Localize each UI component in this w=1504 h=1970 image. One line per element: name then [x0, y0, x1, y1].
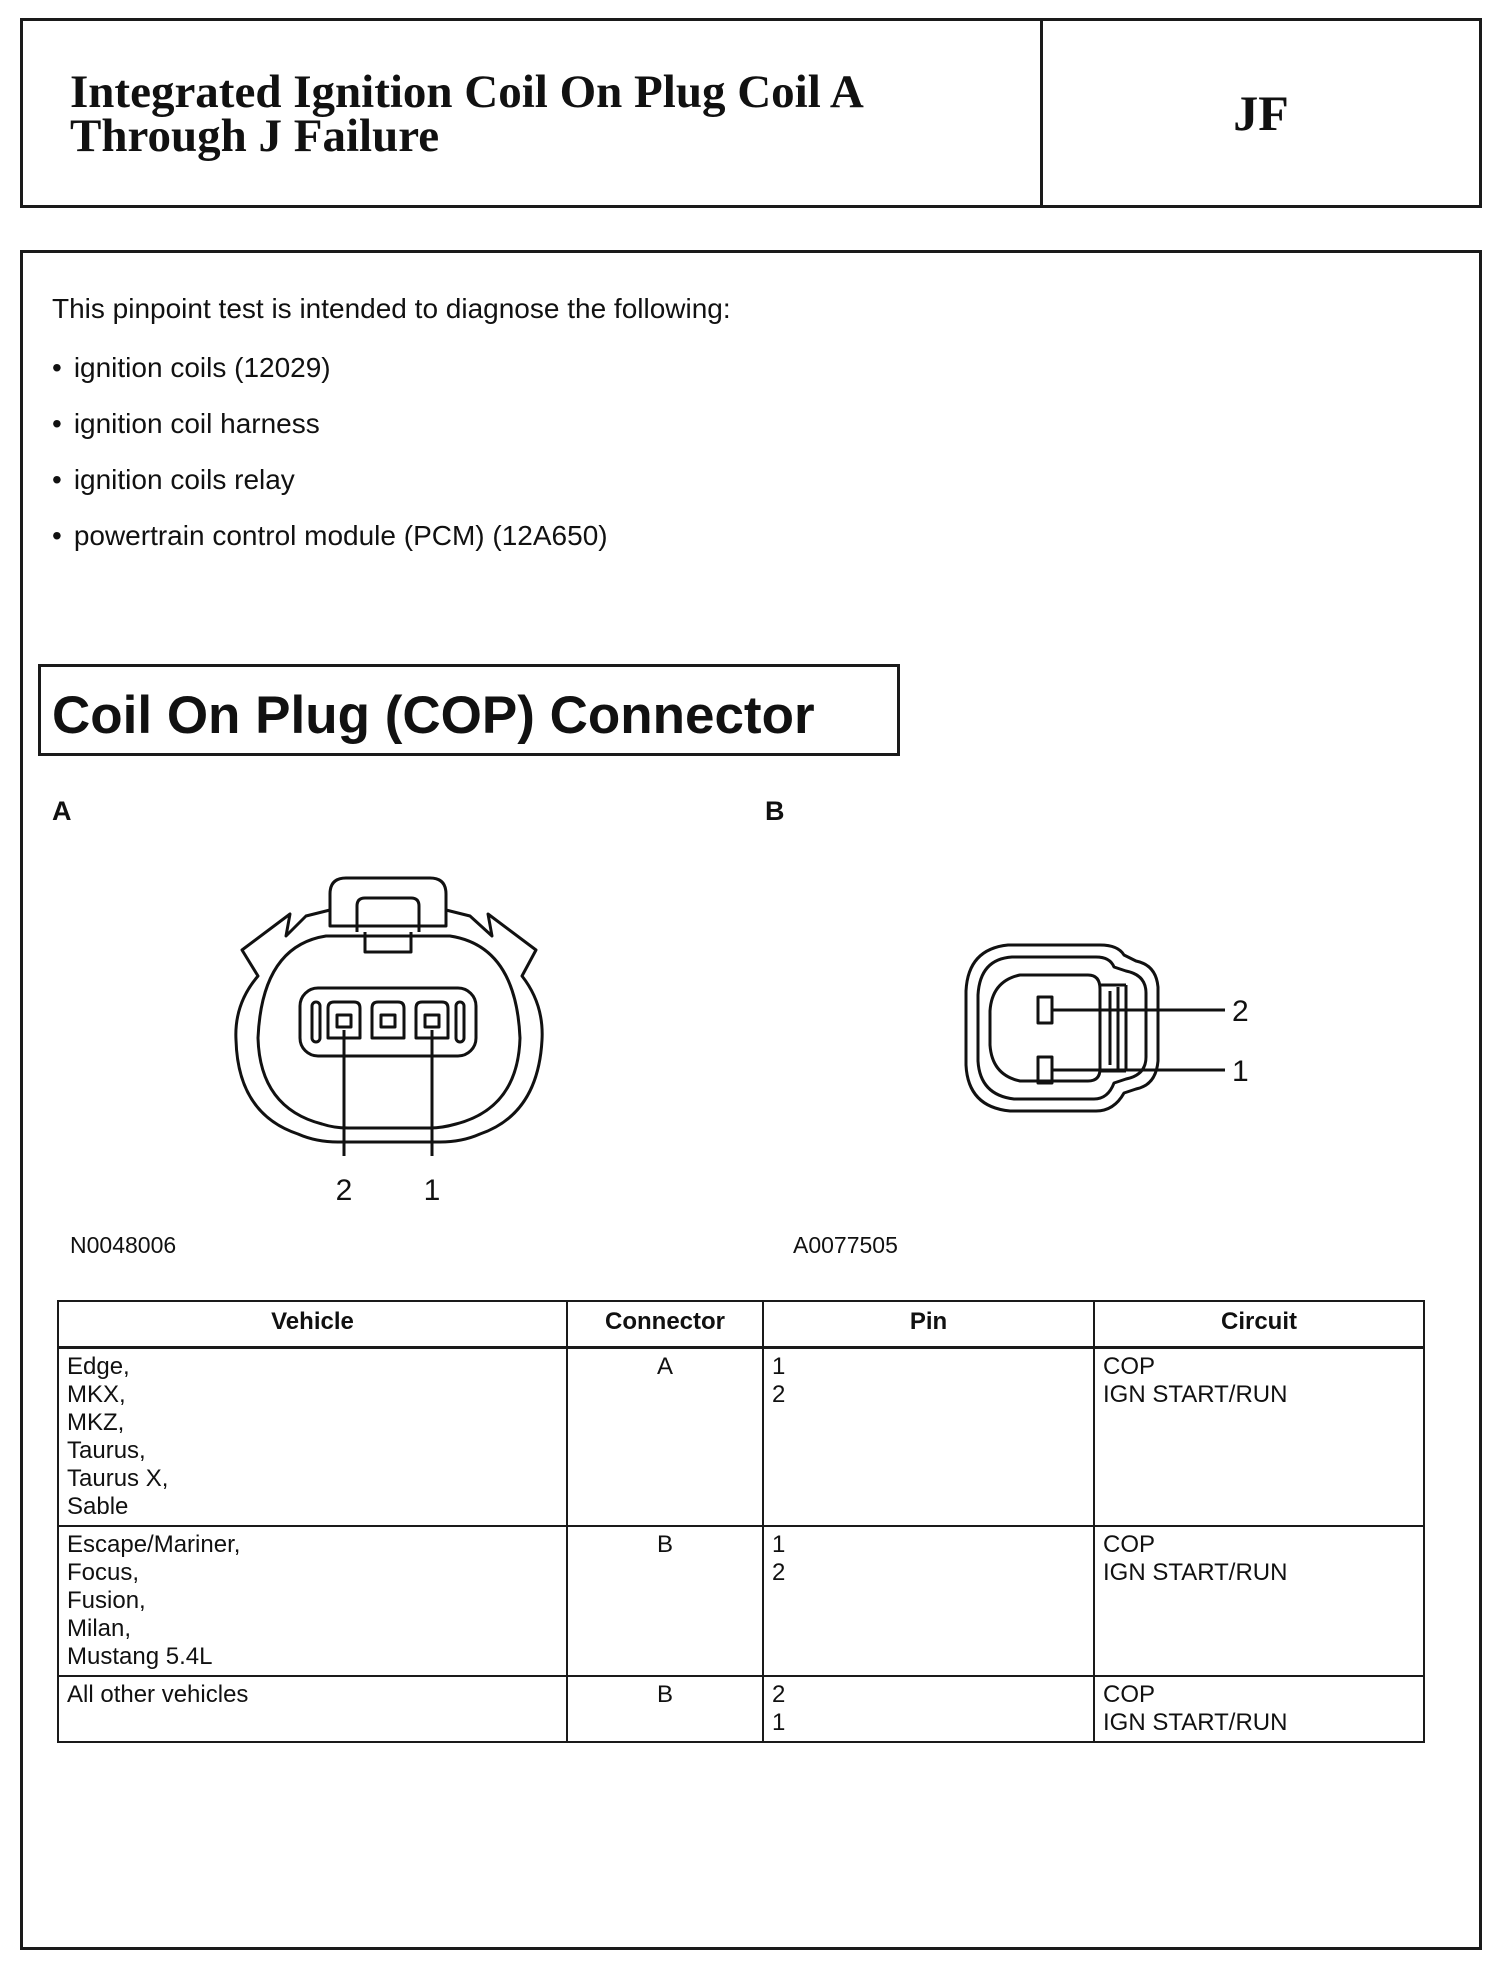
- connector-b-diagram: [960, 935, 1280, 1135]
- vehicle-name: Edge,: [67, 1353, 130, 1380]
- pin-cell: [763, 1348, 1094, 1527]
- vehicle-name: Fusion,: [67, 1587, 146, 1614]
- vehicle-name: MKX,: [67, 1381, 126, 1408]
- vehicle-cell: [58, 1526, 567, 1676]
- column-header: Vehicle: [58, 1301, 567, 1348]
- pin-number: 2: [772, 1381, 786, 1408]
- circuit-name: COP: [1103, 1531, 1156, 1558]
- column-header: Connector: [567, 1301, 763, 1348]
- column-header: Circuit: [1094, 1301, 1424, 1348]
- column-header: Pin: [763, 1301, 1094, 1348]
- table-row: [58, 1676, 1424, 1742]
- list-item: • ignition coil harness: [52, 406, 608, 462]
- pin-label: 1: [423, 1174, 441, 1207]
- pin-label: 2: [335, 1174, 353, 1207]
- figure-id-b: A0077505: [793, 1232, 898, 1258]
- section-title: Coil On Plug (COP) Connector: [52, 686, 815, 745]
- circuit-name: COP: [1103, 1681, 1156, 1708]
- pin-number: 2: [772, 1559, 786, 1586]
- pin-cell: [763, 1526, 1094, 1676]
- scope-list: [52, 350, 608, 574]
- circuit-cell: [1094, 1526, 1424, 1676]
- vehicle-name: All other vehicles: [67, 1681, 249, 1708]
- test-code: JF: [1233, 85, 1289, 141]
- pin-number: 1: [772, 1353, 786, 1380]
- circuit-name: COP: [1103, 1353, 1156, 1380]
- table-header-row: [58, 1301, 1424, 1348]
- connector-a-diagram: [230, 870, 550, 1210]
- list-item: • ignition coils (12029): [52, 350, 608, 406]
- circuit-name: IGN START/RUN: [1103, 1709, 1288, 1736]
- intro-text: This pinpoint test is intended to diagnose the following:: [52, 293, 731, 324]
- figure-id-a: N0048006: [70, 1232, 177, 1258]
- pin-number: 1: [772, 1709, 786, 1736]
- pin-label: 1: [1232, 1055, 1249, 1088]
- circuit-name: IGN START/RUN: [1103, 1381, 1288, 1408]
- vehicle-name: Milan,: [67, 1615, 132, 1642]
- table-row: [58, 1348, 1424, 1527]
- vehicle-name: Taurus,: [67, 1437, 146, 1464]
- diagram-b-letter: B: [765, 796, 785, 826]
- pin-number: 1: [772, 1531, 786, 1558]
- vehicle-name: MKZ,: [67, 1409, 125, 1436]
- list-item: • ignition coils relay: [52, 462, 608, 518]
- pin-label: 2: [1232, 995, 1249, 1028]
- connector-cell: A: [567, 1348, 763, 1527]
- circuit-cell: [1094, 1676, 1424, 1742]
- vehicle-name: Escape/Mariner,: [67, 1531, 241, 1558]
- diagram-a-letter: A: [52, 796, 72, 826]
- vehicle-cell: [58, 1676, 567, 1742]
- connector-pin-table: [57, 1300, 1425, 1743]
- table-row: [58, 1526, 1424, 1676]
- list-item: • powertrain control module (PCM) (12A650): [52, 518, 608, 574]
- connector-cell: B: [567, 1676, 763, 1742]
- pin-number: 2: [772, 1681, 786, 1708]
- vehicle-name: Sable: [67, 1493, 129, 1520]
- vehicle-cell: [58, 1348, 567, 1527]
- circuit-cell: [1094, 1348, 1424, 1527]
- circuit-name: IGN START/RUN: [1103, 1559, 1288, 1586]
- vehicle-name: Focus,: [67, 1559, 140, 1586]
- vehicle-name: Mustang 5.4L: [67, 1643, 213, 1670]
- pin-cell: [763, 1676, 1094, 1742]
- page-title: Integrated Ignition Coil On Plug Coil A Through J Failure: [70, 66, 864, 162]
- connector-cell: B: [567, 1526, 763, 1676]
- vehicle-name: Taurus X,: [67, 1465, 169, 1492]
